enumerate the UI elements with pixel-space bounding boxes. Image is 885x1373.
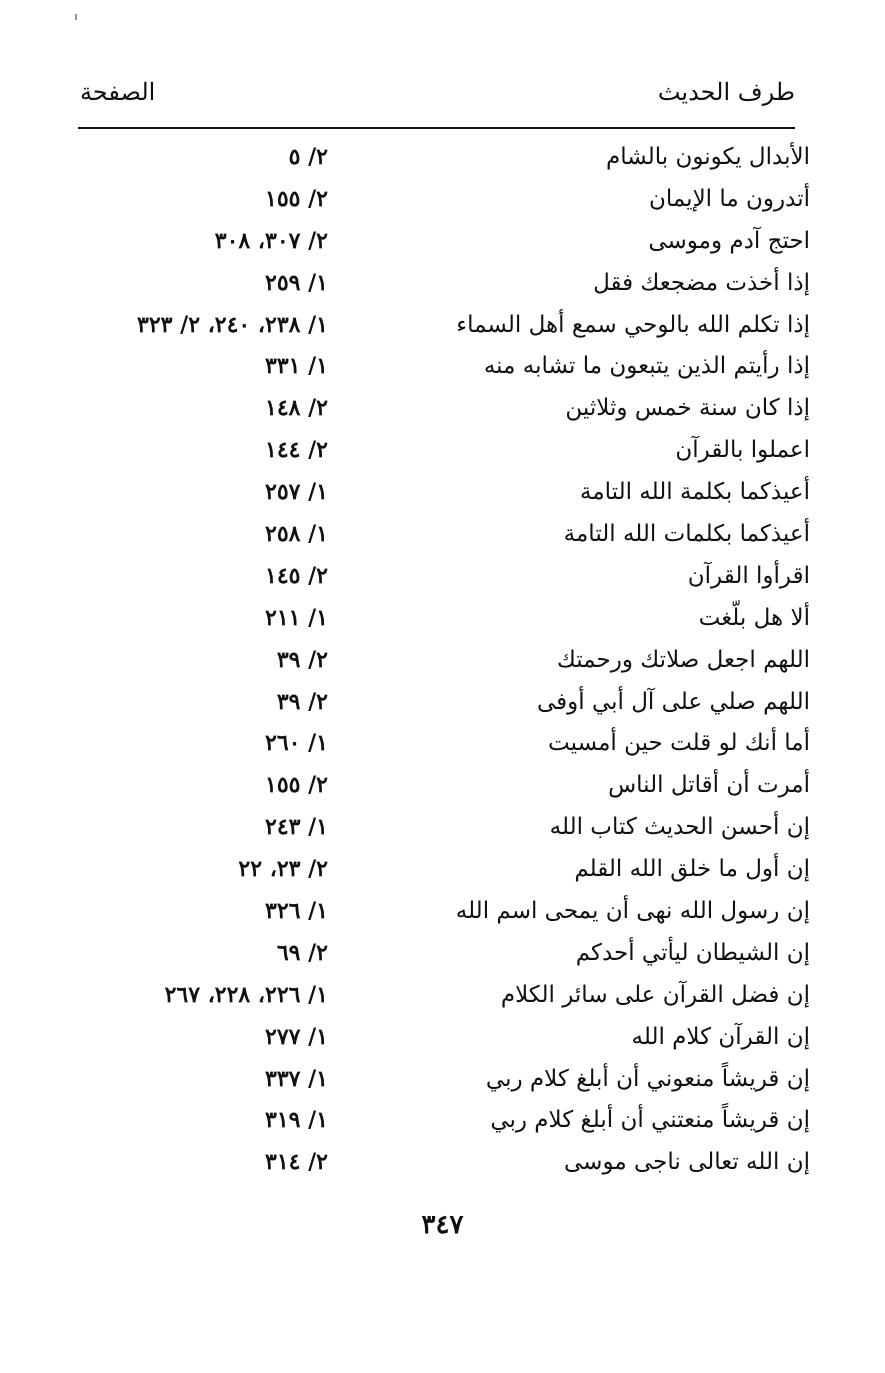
page-reference-value: ١/ ٣٣٧ (265, 1065, 328, 1092)
index-entry (78, 1014, 810, 1056)
hadith-opening-text: أما أنك لو قلت حين أمسيت (548, 730, 810, 757)
index-entry (78, 134, 810, 176)
hadith-opening-text: إذا رأيتم الذين يتبعون ما تشابه منه (483, 353, 810, 380)
page-reference-value: ٢/ ١٥٥ (265, 772, 328, 799)
page-reference (78, 519, 328, 549)
index-entry (78, 469, 810, 511)
hadith-opening-text: إن قريشاً منعتني أن أبلغ كلام ربي (490, 1107, 810, 1134)
hadith-opening-text: إذا كان سنة خمس وثلاثين (565, 395, 810, 422)
page-reference (78, 1105, 328, 1135)
page-reference (78, 854, 328, 884)
hadith-opening-text: إذا تكلم الله بالوحي سمع أهل السماء (456, 311, 810, 338)
page-reference (78, 896, 328, 926)
hadith-column-title: طرف الحديث (657, 78, 795, 106)
page-reference-value: ٢/ ١٤٨ (265, 395, 328, 422)
page-reference (78, 1022, 328, 1052)
index-entry (78, 846, 810, 888)
index-entry (78, 972, 810, 1014)
page-reference-value: ١/ ٢٤٣ (265, 814, 328, 841)
page-reference-value: ١/ ٢٥٩ (265, 269, 328, 296)
hadith-opening-text: إذا أخذت مضجعك فقل (593, 269, 810, 296)
page-reference (78, 184, 328, 214)
index-entry (78, 302, 810, 344)
index-entry (78, 218, 810, 260)
page-reference (78, 351, 328, 381)
page-reference (78, 938, 328, 968)
page-reference-value: ٢/ ٣١٤ (265, 1149, 328, 1176)
index-entry (78, 1056, 810, 1098)
page-reference-value: ٢/ ٣٩ (276, 646, 328, 673)
hadith-opening-text: إن قريشاً منعوني أن أبلغ كلام ربي (485, 1065, 810, 1092)
page-reference (78, 226, 328, 256)
page-reference-value: ٢/ ١٤٥ (265, 562, 328, 589)
hadith-opening-text: اعملوا بالقرآن (675, 437, 810, 464)
scan-speck (75, 14, 77, 20)
hadith-opening-text: ألا هل بلّغت (698, 604, 810, 631)
page-reference-value: ٢/ ٥ (288, 144, 328, 170)
index-entry (78, 762, 810, 804)
page-reference (78, 310, 328, 340)
page-reference-value: ١/ ٣٣١ (265, 353, 328, 380)
index-entry (78, 260, 810, 302)
page-reference (78, 1147, 328, 1177)
page-reference-value: ٢/ ٣٠٧، ٣٠٨ (214, 227, 328, 254)
page-reference-value: ٢/ ٢٣، ٢٢ (238, 856, 328, 883)
index-entry (78, 343, 810, 385)
page-reference-value: ٢/ ١٥٥ (265, 185, 328, 212)
index-entry (78, 1097, 810, 1139)
index-entry (78, 385, 810, 427)
hadith-opening-text: أتدرون ما الإيمان (648, 185, 810, 212)
page-reference-value: ٢/ ١٤٤ (265, 437, 328, 464)
page-reference-value: ١/ ٢٥٧ (265, 479, 328, 506)
page-reference (78, 980, 328, 1010)
hadith-opening-text: اللهم صلي على آل أبي أوفى (536, 688, 810, 715)
hadith-opening-text: إن الشيطان ليأتي أحدكم (575, 939, 810, 966)
index-entry (78, 679, 810, 721)
hadith-opening-text: أعيذكما بكلمات الله التامة (563, 521, 810, 548)
header-rule (78, 127, 795, 129)
page-reference-value: ١/ ٢٧٧ (265, 1023, 328, 1050)
hadith-opening-text: اللهم اجعل صلاتك ورحمتك (556, 646, 810, 673)
page-reference (78, 268, 328, 298)
page-reference (78, 645, 328, 675)
page-reference (78, 142, 328, 172)
page-reference (78, 812, 328, 842)
page-reference (78, 561, 328, 591)
index-entry (78, 1139, 810, 1181)
page-reference-value: ١/ ٢٣٨، ٢٤٠، ٢/ ٣٢٣ (137, 311, 328, 338)
column-header (78, 78, 795, 114)
hadith-opening-text: احتج آدم وموسى (648, 227, 810, 254)
index-entry (78, 176, 810, 218)
page-reference-value: ١/ ٢١١ (265, 604, 328, 631)
hadith-index-list (78, 134, 810, 1181)
page-number: ٣٤٧ (421, 1210, 464, 1240)
hadith-opening-text: إن رسول الله نهى أن يمحى اسم الله (455, 898, 810, 925)
page-reference (78, 1064, 328, 1094)
index-entry (78, 888, 810, 930)
page-reference-value: ١/ ٢٦٠ (265, 730, 328, 757)
page-reference (78, 393, 328, 423)
index-entry (78, 553, 810, 595)
page-reference-value: ٢/ ٦٩ (276, 939, 328, 966)
page-reference-value: ١/ ٣١٩ (265, 1107, 328, 1134)
index-entry (78, 427, 810, 469)
hadith-opening-text: أعيذكما بكلمة الله التامة (580, 479, 810, 506)
index-entry (78, 595, 810, 637)
hadith-opening-text: إن فضل القرآن على سائر الكلام (500, 981, 810, 1008)
index-entry (78, 930, 810, 972)
page-reference (78, 687, 328, 717)
hadith-opening-text: إن الله تعالى ناجى موسى (564, 1149, 810, 1176)
page-reference (78, 603, 328, 633)
index-entry (78, 804, 810, 846)
hadith-opening-text: أمرت أن أقاتل الناس (608, 772, 810, 799)
page-reference (78, 770, 328, 800)
page-reference-value: ١/ ٢٥٨ (265, 521, 328, 548)
page-reference (78, 728, 328, 758)
index-entry (78, 511, 810, 553)
page-reference-value: ٢/ ٣٩ (276, 688, 328, 715)
hadith-opening-text: اقرأوا القرآن (687, 562, 810, 589)
page-reference (78, 477, 328, 507)
page-reference-value: ١/ ٢٢٦، ٢٢٨، ٢٦٧ (164, 981, 328, 1008)
hadith-opening-text: إن القرآن كلام الله (631, 1023, 810, 1050)
page-column-title: الصفحة (80, 78, 156, 106)
index-entry (78, 637, 810, 679)
hadith-opening-text: الأبدال يكونون بالشام (605, 144, 810, 170)
index-entry (78, 720, 810, 762)
page-reference-value: ١/ ٣٢٦ (265, 898, 328, 925)
page-reference (78, 435, 328, 465)
hadith-opening-text: إن أحسن الحديث كتاب الله (549, 814, 810, 841)
hadith-opening-text: إن أول ما خلق الله القلم (574, 856, 810, 883)
